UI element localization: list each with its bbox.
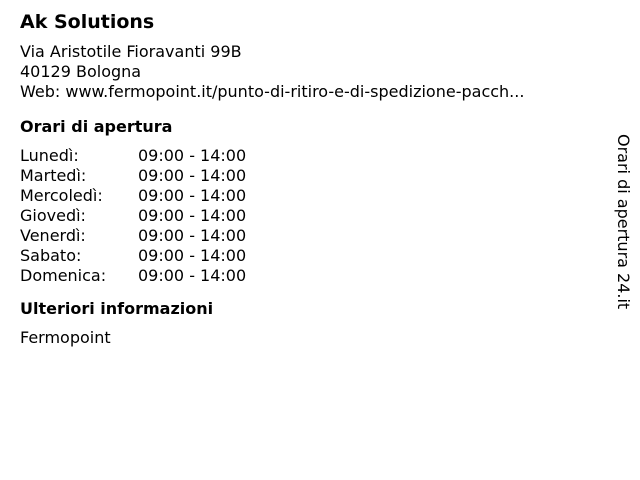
time-range: 09:00 - 14:00 (138, 226, 247, 245)
time-range: 09:00 - 14:00 (138, 206, 247, 225)
opening-hours-table (20, 146, 600, 286)
day-label: Sabato: (20, 246, 82, 265)
day-label: Lunedì: (20, 146, 79, 165)
hours-row-wednesday (20, 186, 600, 206)
additional-info-text: Fermopoint (20, 328, 111, 347)
opening-hours-heading: Orari di apertura (20, 117, 173, 136)
time-range: 09:00 - 14:00 (138, 266, 247, 285)
day-label: Venerdì: (20, 226, 86, 245)
business-card (20, 8, 600, 348)
address-line-1: Via Aristotile Fioravanti 99B (20, 42, 242, 61)
time-range: 09:00 - 14:00 (138, 186, 247, 205)
address-line-2: 40129 Bologna (20, 62, 142, 81)
day-label: Mercoledì: (20, 186, 103, 205)
hours-row-saturday (20, 246, 600, 266)
day-label: Domenica: (20, 266, 107, 285)
day-label: Martedì: (20, 166, 87, 185)
website-link[interactable]: Web: www.fermopoint.it/punto-di-ritiro-e-di-spedizione-pacch... (20, 82, 525, 101)
hours-row-monday (20, 146, 600, 166)
hours-row-tuesday (20, 166, 600, 186)
business-name: Ak Solutions (20, 11, 155, 33)
hours-row-thursday (20, 206, 600, 226)
time-range: 09:00 - 14:00 (138, 246, 247, 265)
hours-row-friday (20, 226, 600, 246)
time-range: 09:00 - 14:00 (138, 146, 247, 165)
day-label: Giovedì: (20, 206, 86, 225)
time-range: 09:00 - 14:00 (138, 166, 247, 185)
hours-row-sunday (20, 266, 600, 286)
site-watermark: Orari di apertura 24.it (614, 134, 633, 310)
additional-info-heading: Ulteriori informazioni (20, 299, 214, 318)
